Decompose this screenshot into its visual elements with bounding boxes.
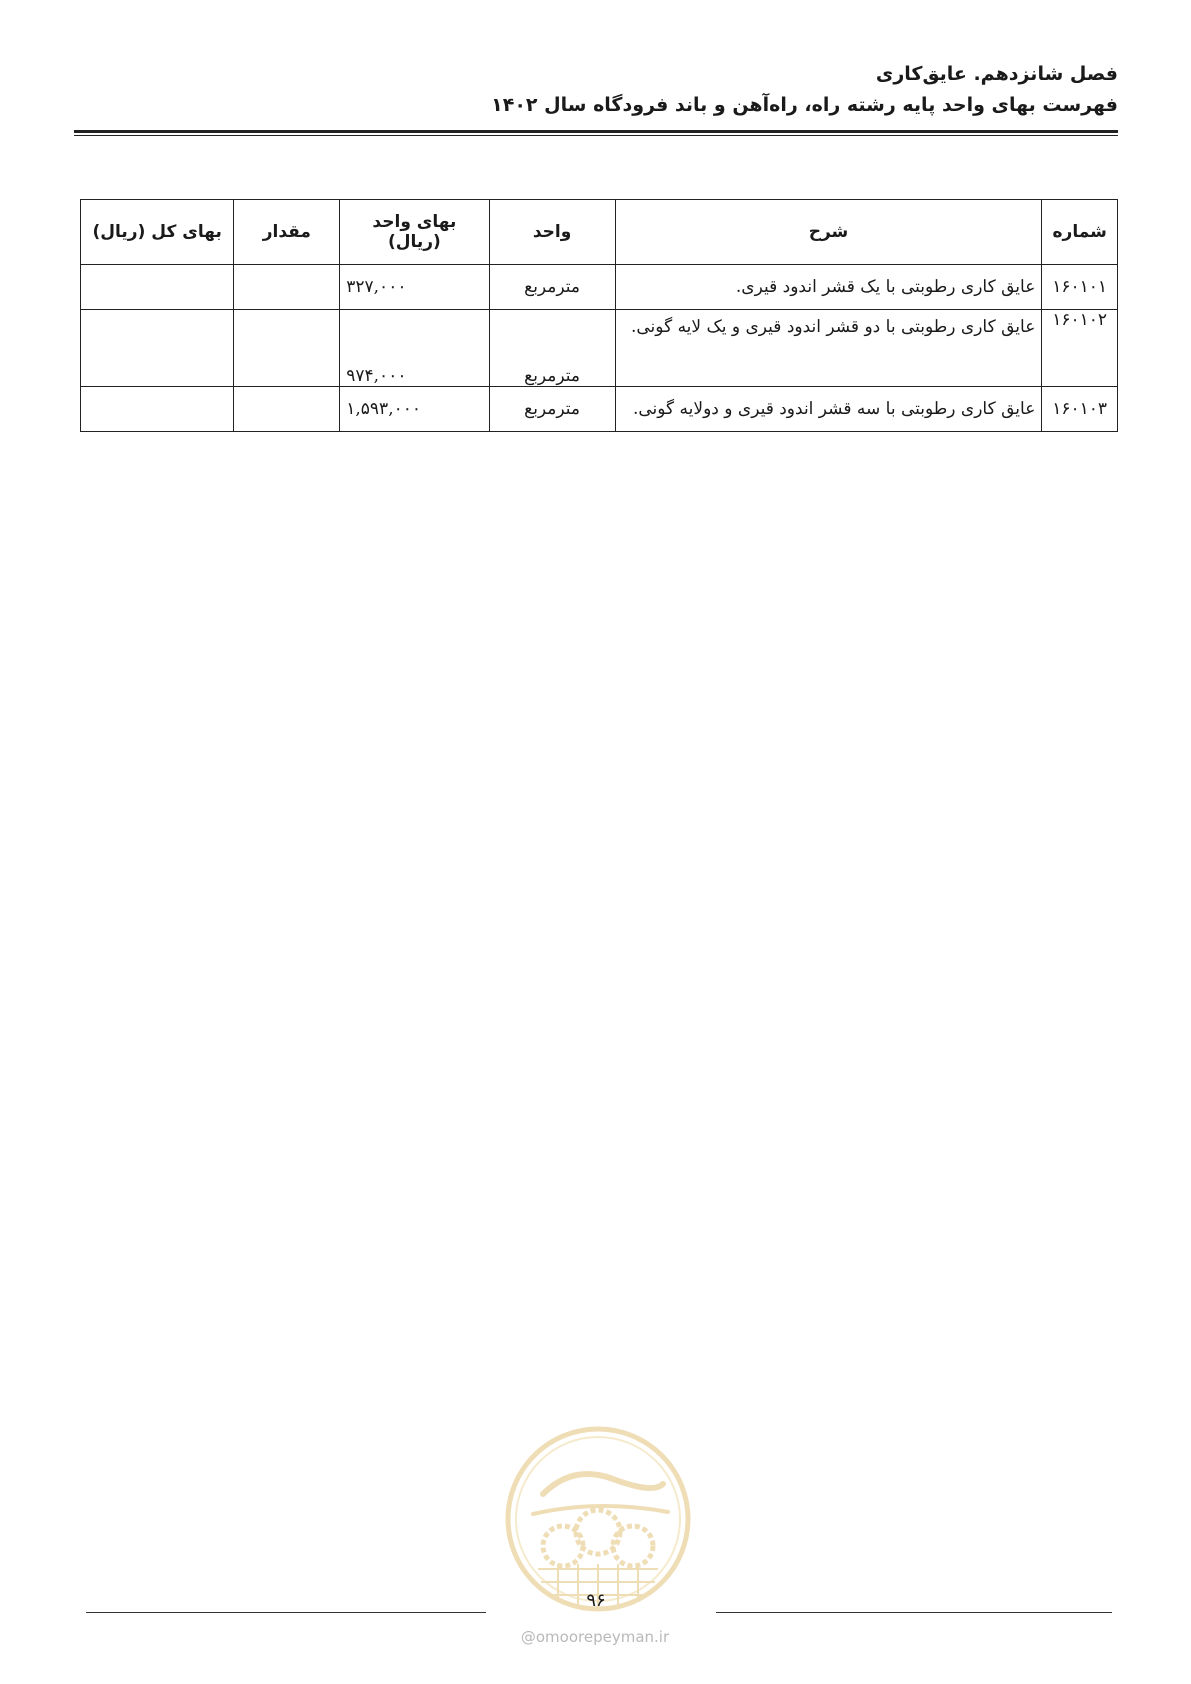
page-header <box>74 60 1118 120</box>
header-rule-thick <box>74 130 1118 133</box>
item-total-price <box>81 265 234 310</box>
item-number: ۱۶۰۱۰۱ <box>1042 265 1118 310</box>
table-header-row <box>81 200 1118 265</box>
item-quantity <box>234 387 340 432</box>
item-description: عایق کاری رطوبتی با سه قشر اندود قیری و دولایه گونی. <box>615 387 1042 432</box>
watermark-logo <box>503 1424 693 1614</box>
item-quantity <box>234 265 340 310</box>
footer-rule-left <box>86 1612 486 1613</box>
price-list-table <box>80 199 1118 432</box>
column-header-unit: واحد <box>489 200 615 265</box>
item-description: عایق کاری رطوبتی با یک قشر اندود قیری. <box>615 265 1042 310</box>
item-number: ۱۶۰۱۰۳ <box>1042 387 1118 432</box>
column-header-unit-price: بهای واحد (ریال) <box>340 200 489 265</box>
footer-rule-right <box>716 1612 1112 1613</box>
table-row <box>81 387 1118 432</box>
item-unit: مترمربع <box>489 387 615 432</box>
watermark-seal-icon <box>503 1424 693 1614</box>
column-header-quantity: مقدار <box>234 200 340 265</box>
item-quantity <box>234 310 340 387</box>
column-header-number: شماره <box>1042 200 1118 265</box>
item-number: ۱۶۰۱۰۲ <box>1042 310 1118 387</box>
column-header-description: شرح <box>615 200 1042 265</box>
website-link[interactable]: @omoorepeyman.ir <box>520 1628 670 1646</box>
item-unit-price: ۹۷۴,۰۰۰ <box>340 310 489 387</box>
page-number: ۹۶ <box>586 1590 606 1611</box>
chapter-title: فصل شانزدهم. عایق‌کاری <box>875 63 1118 85</box>
item-unit: مترمربع <box>489 265 615 310</box>
table-row <box>81 265 1118 310</box>
item-total-price <box>81 310 234 387</box>
item-unit-price: ۳۲۷,۰۰۰ <box>340 265 489 310</box>
item-unit-price: ۱,۵۹۳,۰۰۰ <box>340 387 489 432</box>
book-title: فهرست بهای واحد پایه رشته راه، راه‌آهن و باند فرودگاه سال ۱۴۰۲ <box>491 94 1118 116</box>
column-header-total-price: بهای کل (ریال) <box>81 200 234 265</box>
item-unit: مترمربع <box>489 310 615 387</box>
table-row <box>81 310 1118 387</box>
item-description: عایق کاری رطوبتی با دو قشر اندود قیری و یک لایه گونی. <box>615 310 1042 387</box>
item-total-price <box>81 387 234 432</box>
header-rule-thin <box>74 135 1118 136</box>
